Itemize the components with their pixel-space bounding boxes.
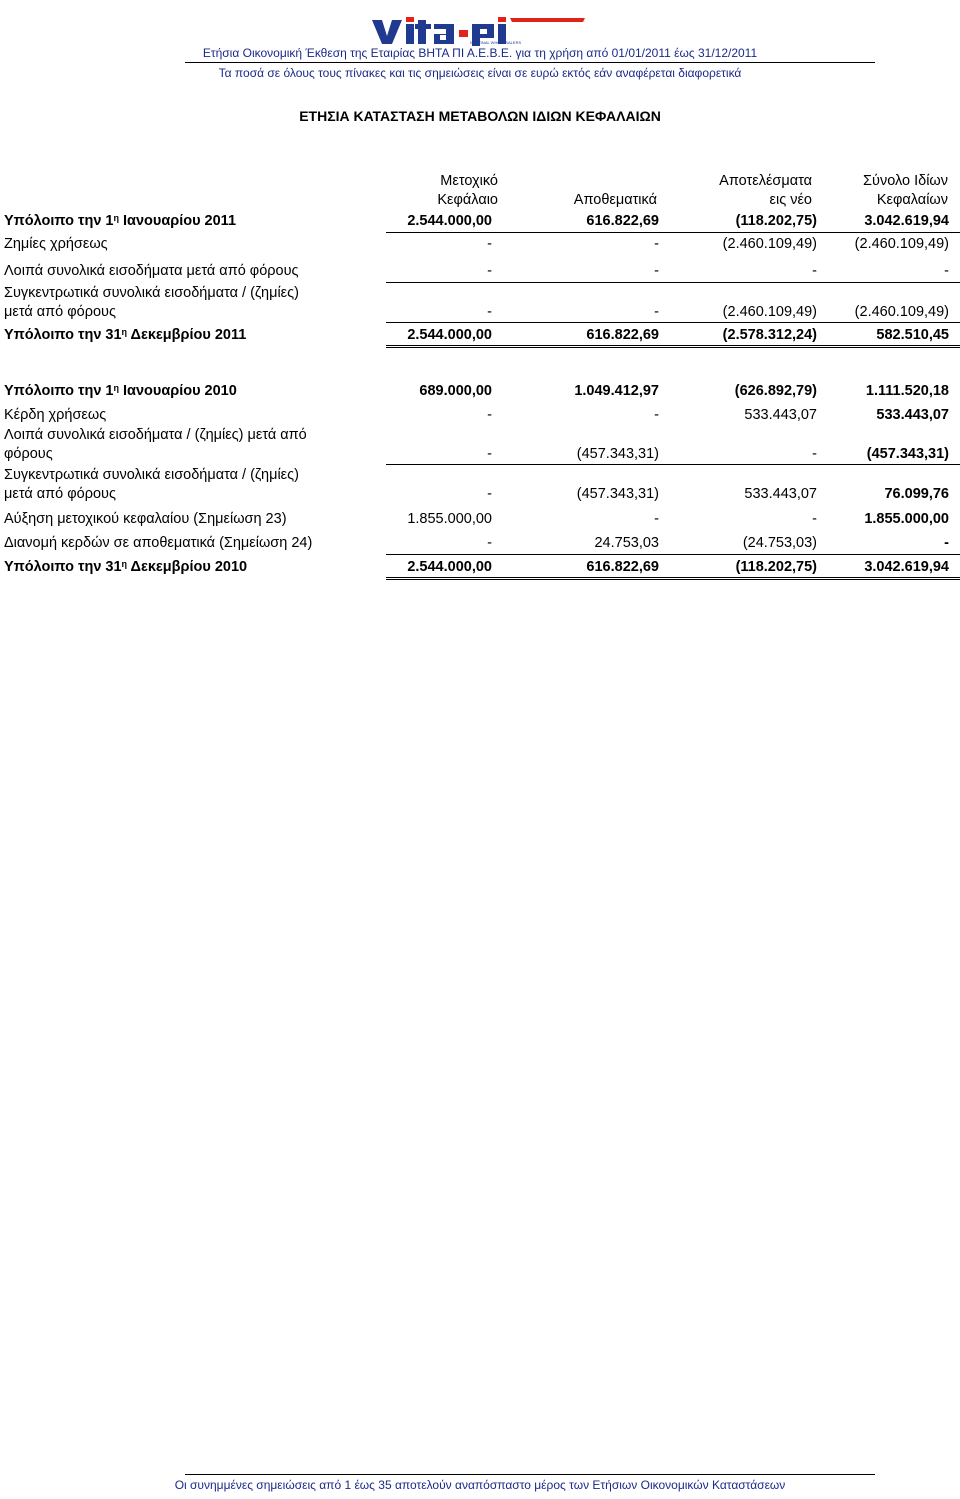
table-row [0,284,960,324]
currency-note: Τα ποσά σε όλους τους πίνακες και τις σημειώσεις είναι σε ευρώ εκτός εάν αναφέρεται διαφορετικά [218,66,742,80]
table-row [0,466,960,506]
cell-retained-earnings: - [812,511,817,527]
cell-retained-earnings: (2.460.109,49) [722,236,817,252]
company-logo [370,14,585,48]
cell-retained-earnings: 533.443,07 [744,486,817,502]
cell-reserves: (457.343,31) [576,446,659,462]
total-double-underline [386,577,960,580]
cell-share-capital: - [487,263,492,279]
header-divider [185,62,875,63]
cell-total-equity: 3.042.619,94 [864,213,949,229]
row-underline [386,464,960,465]
table-row [0,235,960,255]
row-underline [386,232,960,233]
report-header-title: Ετήσια Οικονομική Έκθεση της Εταιρίας ΒΗΤΑ ΠΙ Α.Ε.Β.Ε. για τη χρήση από 01/01/2011 έως 31/12/2011 [202,46,758,60]
cell-reserves: - [654,236,659,252]
footer-divider [185,1474,875,1475]
cell-reserves: 616.822,69 [586,213,659,229]
row-underline [386,554,960,555]
table-row [0,382,960,402]
cell-total-equity: (457.343,31) [866,446,949,462]
cell-reserves: - [654,304,659,320]
cell-reserves: 616.822,69 [586,559,659,575]
cell-retained-earnings: (118.202,75) [735,559,817,575]
cell-total-equity: (2.460.109,49) [854,236,949,252]
row-label: Υπόλοιπο την $1^\eta$ Ιανουαρίου 2011 [4,213,237,229]
table-row [0,534,960,554]
cell-retained-earnings: - [812,263,817,279]
cell-share-capital: 2.544.000,00 [407,559,492,575]
cell-reserves: (457.343,31) [576,486,659,502]
cell-share-capital: - [487,446,492,462]
table-row [0,426,960,466]
row-label: Υπόλοιπο την $31^\eta$ Δεκεμβρίου 2011 [4,327,247,343]
cell-share-capital: 2.544.000,00 [407,213,492,229]
table-row [0,326,960,346]
table-row [0,558,960,578]
table-row [0,262,960,282]
cell-retained-earnings: (24.753,03) [742,535,817,551]
row-underline [386,322,960,323]
row-label: Συγκεντρωτικά συνολικά εισοδήματα / (ζημίες) [4,285,299,301]
cell-share-capital: - [487,535,492,551]
footer-note: Οι συνημμένες σημειώσεις από 1 έως 35 αποτελούν αναπόσπαστο μέρος των Ετήσιων Οικονομικών Καταστάσεων [174,1478,786,1492]
cell-retained-earnings: - [812,446,817,462]
table-row [0,406,960,426]
row-label-continued: μετά από φόρους [4,304,116,320]
cell-retained-earnings: 533.443,07 [744,407,817,423]
row-label-continued: φόρους [4,446,53,462]
row-label: Λοιπά συνολικά εισοδήματα / (ζημίες) μετά από [4,427,307,443]
page-title: ΕΤΗΣΙΑ ΚΑΤΑΣΤΑΣΗ ΜΕΤΑΒΟΛΩΝ ΙΔΙΩΝ ΚΕΦΑΛΑΙΩΝ [299,108,661,124]
row-label: Αύξηση μετοχικού κεφαλαίου (Σημείωση 23) [4,511,287,527]
cell-total-equity: - [944,263,949,279]
row-label: Υπόλοιπο την $1^\eta$ Ιανουαρίου 2010 [4,383,237,399]
cell-total-equity: 76.099,76 [884,486,949,502]
cell-share-capital: - [487,486,492,502]
column-header-total-equity: Σύνολο Ιδίων Κεφαλαίων [863,173,948,208]
row-label: Ζημίες χρήσεως [4,236,108,252]
row-label: Συγκεντρωτικά συνολικά εισοδήματα / (ζημίες) [4,467,299,483]
row-underline [386,282,960,283]
cell-total-equity: - [944,535,949,551]
table-row [0,510,960,530]
cell-retained-earnings: (626.892,79) [734,383,817,399]
cell-share-capital: 689.000,00 [419,383,492,399]
cell-reserves: - [654,511,659,527]
cell-share-capital: - [487,236,492,252]
cell-reserves: 616.822,69 [586,327,659,343]
column-header-reserves: Αποθεματικά [573,192,657,208]
cell-total-equity: 1.111.520,18 [865,383,949,399]
total-double-underline [386,345,960,348]
cell-reserves: - [654,263,659,279]
cell-total-equity: (2.460.109,49) [854,304,949,320]
cell-reserves: - [654,407,659,423]
cell-reserves: 24.753,03 [594,535,659,551]
cell-total-equity: 582.510,45 [876,327,949,343]
row-label: Λοιπά συνολικά εισοδήματα μετά από φόρους [4,263,299,279]
row-label: Διανομή κερδών σε αποθεματικά (Σημείωση 24) [4,535,313,551]
cell-retained-earnings: (2.578.312,24) [722,327,817,343]
cell-share-capital: - [487,407,492,423]
row-label: Υπόλοιπο την $31^\eta$ Δεκεμβρίου 2010 [4,559,248,575]
cell-reserves: 1.049.412,97 [574,383,659,399]
cell-share-capital: - [487,304,492,320]
cell-total-equity: 533.443,07 [876,407,949,423]
cell-retained-earnings: (2.460.109,49) [722,304,817,320]
cell-share-capital: 1.855.000,00 [407,511,492,527]
column-header-retained-earnings: Αποτελέσματα εις νέο [719,173,812,208]
cell-total-equity: 1.855.000,00 [864,511,949,527]
cell-share-capital: 2.544.000,00 [407,327,492,343]
row-label-continued: μετά από φόρους [4,486,116,502]
svg-text:NATIONAL WHOLESALERS: NATIONAL WHOLESALERS [470,40,522,45]
table-row [0,212,960,232]
column-header-share-capital: Μετοχικό Κεφάλαιο [437,173,498,208]
row-label: Κέρδη χρήσεως [4,407,107,423]
cell-retained-earnings: (118.202,75) [735,213,817,229]
cell-total-equity: 3.042.619,94 [864,559,949,575]
